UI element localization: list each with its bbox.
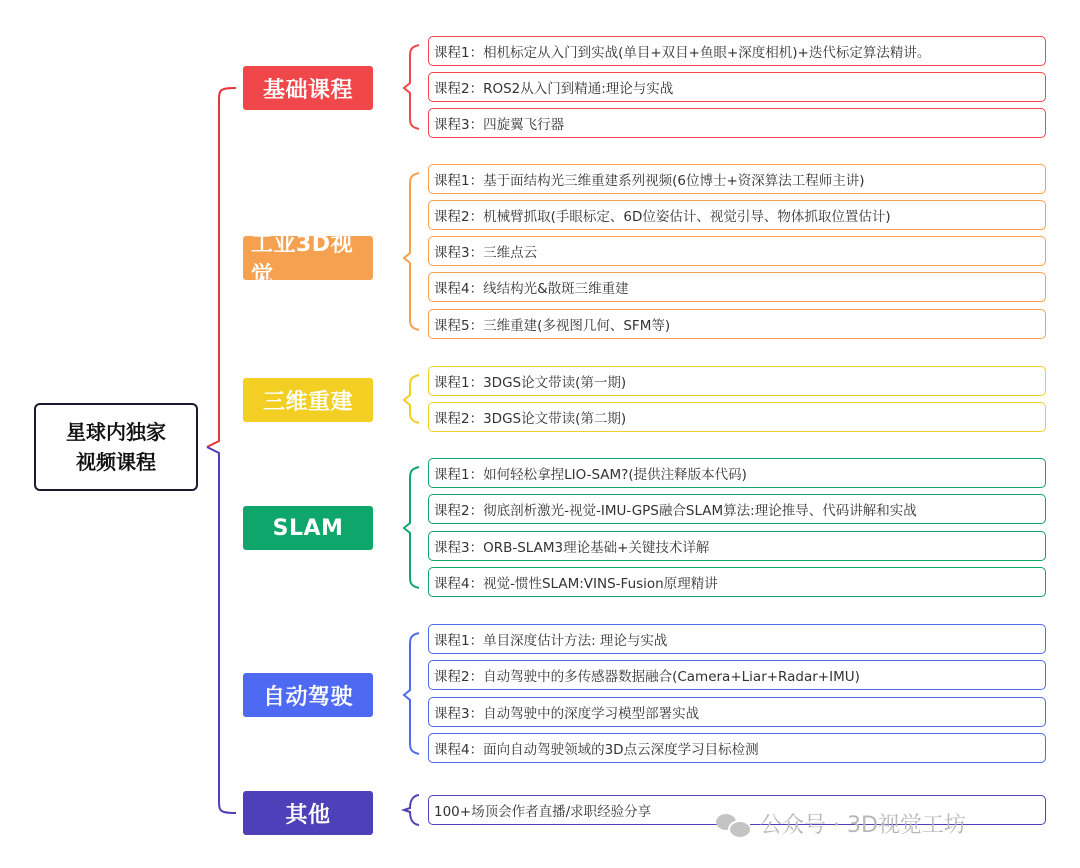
course-item: 课程4：面向自动驾驶领域的3D点云深度学习目标检测 bbox=[428, 733, 1046, 763]
course-item: 课程2：3DGS论文带读(第二期) bbox=[428, 402, 1046, 432]
wechat-icon bbox=[716, 812, 750, 836]
course-item: 课程1：单目深度估计方法: 理论与实战 bbox=[428, 624, 1046, 654]
course-item: 课程1：相机标定从入门到实战(单目+双目+鱼眼+深度相机)+迭代标定算法精讲。 bbox=[428, 36, 1046, 66]
watermark-text: 公众号 · 3D视觉工坊 bbox=[760, 813, 966, 838]
course-item: 100+场顶会作者直播/求职经验分享 bbox=[428, 795, 1046, 825]
category-brace bbox=[404, 795, 419, 825]
course-item: 课程2：机械臂抓取(手眼标定、6D位姿估计、视觉引导、物体抓取位置估计) bbox=[428, 200, 1046, 230]
main-brace-lower bbox=[207, 447, 236, 813]
root-title-line-1: 星球内独家 bbox=[66, 420, 166, 444]
course-item: 课程5：三维重建(多视图几何、SFM等) bbox=[428, 309, 1046, 339]
category-brace bbox=[404, 45, 419, 129]
root-title-line-2: 视频课程 bbox=[76, 450, 156, 474]
category-node: 工业3D视觉 bbox=[243, 236, 373, 280]
category-brace bbox=[404, 375, 419, 423]
course-item: 课程3：ORB-SLAM3理论基础+关键技术详解 bbox=[428, 531, 1046, 561]
course-item: 课程3：三维点云 bbox=[428, 236, 1046, 266]
category-node: 其他 bbox=[243, 791, 373, 835]
category-node: 自动驾驶 bbox=[243, 673, 373, 717]
course-item: 课程1：3DGS论文带读(第一期) bbox=[428, 366, 1046, 396]
course-item: 课程4：线结构光&散斑三维重建 bbox=[428, 272, 1046, 302]
root-node bbox=[34, 403, 198, 491]
category-brace bbox=[404, 173, 419, 330]
category-brace bbox=[404, 633, 419, 754]
main-brace-upper bbox=[207, 88, 236, 447]
category-node: 三维重建 bbox=[243, 378, 373, 422]
watermark bbox=[716, 808, 966, 839]
course-item: 课程1：如何轻松拿捏LIO-SAM?(提供注释版本代码) bbox=[428, 458, 1046, 488]
course-item: 课程4：视觉-惯性SLAM:VINS-Fusion原理精讲 bbox=[428, 567, 1046, 597]
course-item: 课程3：自动驾驶中的深度学习模型部署实战 bbox=[428, 697, 1046, 727]
category-node: 基础课程 bbox=[243, 66, 373, 110]
category-node: SLAM bbox=[243, 506, 373, 550]
course-item: 课程2：自动驾驶中的多传感器数据融合(Camera+Liar+Radar+IMU) bbox=[428, 660, 1046, 690]
course-item: 课程2：彻底剖析激光-视觉-IMU-GPS融合SLAM算法:理论推导、代码讲解和实战 bbox=[428, 494, 1046, 524]
course-item: 课程3：四旋翼飞行器 bbox=[428, 108, 1046, 138]
course-item: 课程1：基于面结构光三维重建系列视频(6位博士+资深算法工程师主讲) bbox=[428, 164, 1046, 194]
course-item: 课程2：ROS2从入门到精通:理论与实战 bbox=[428, 72, 1046, 102]
category-brace bbox=[404, 467, 419, 588]
